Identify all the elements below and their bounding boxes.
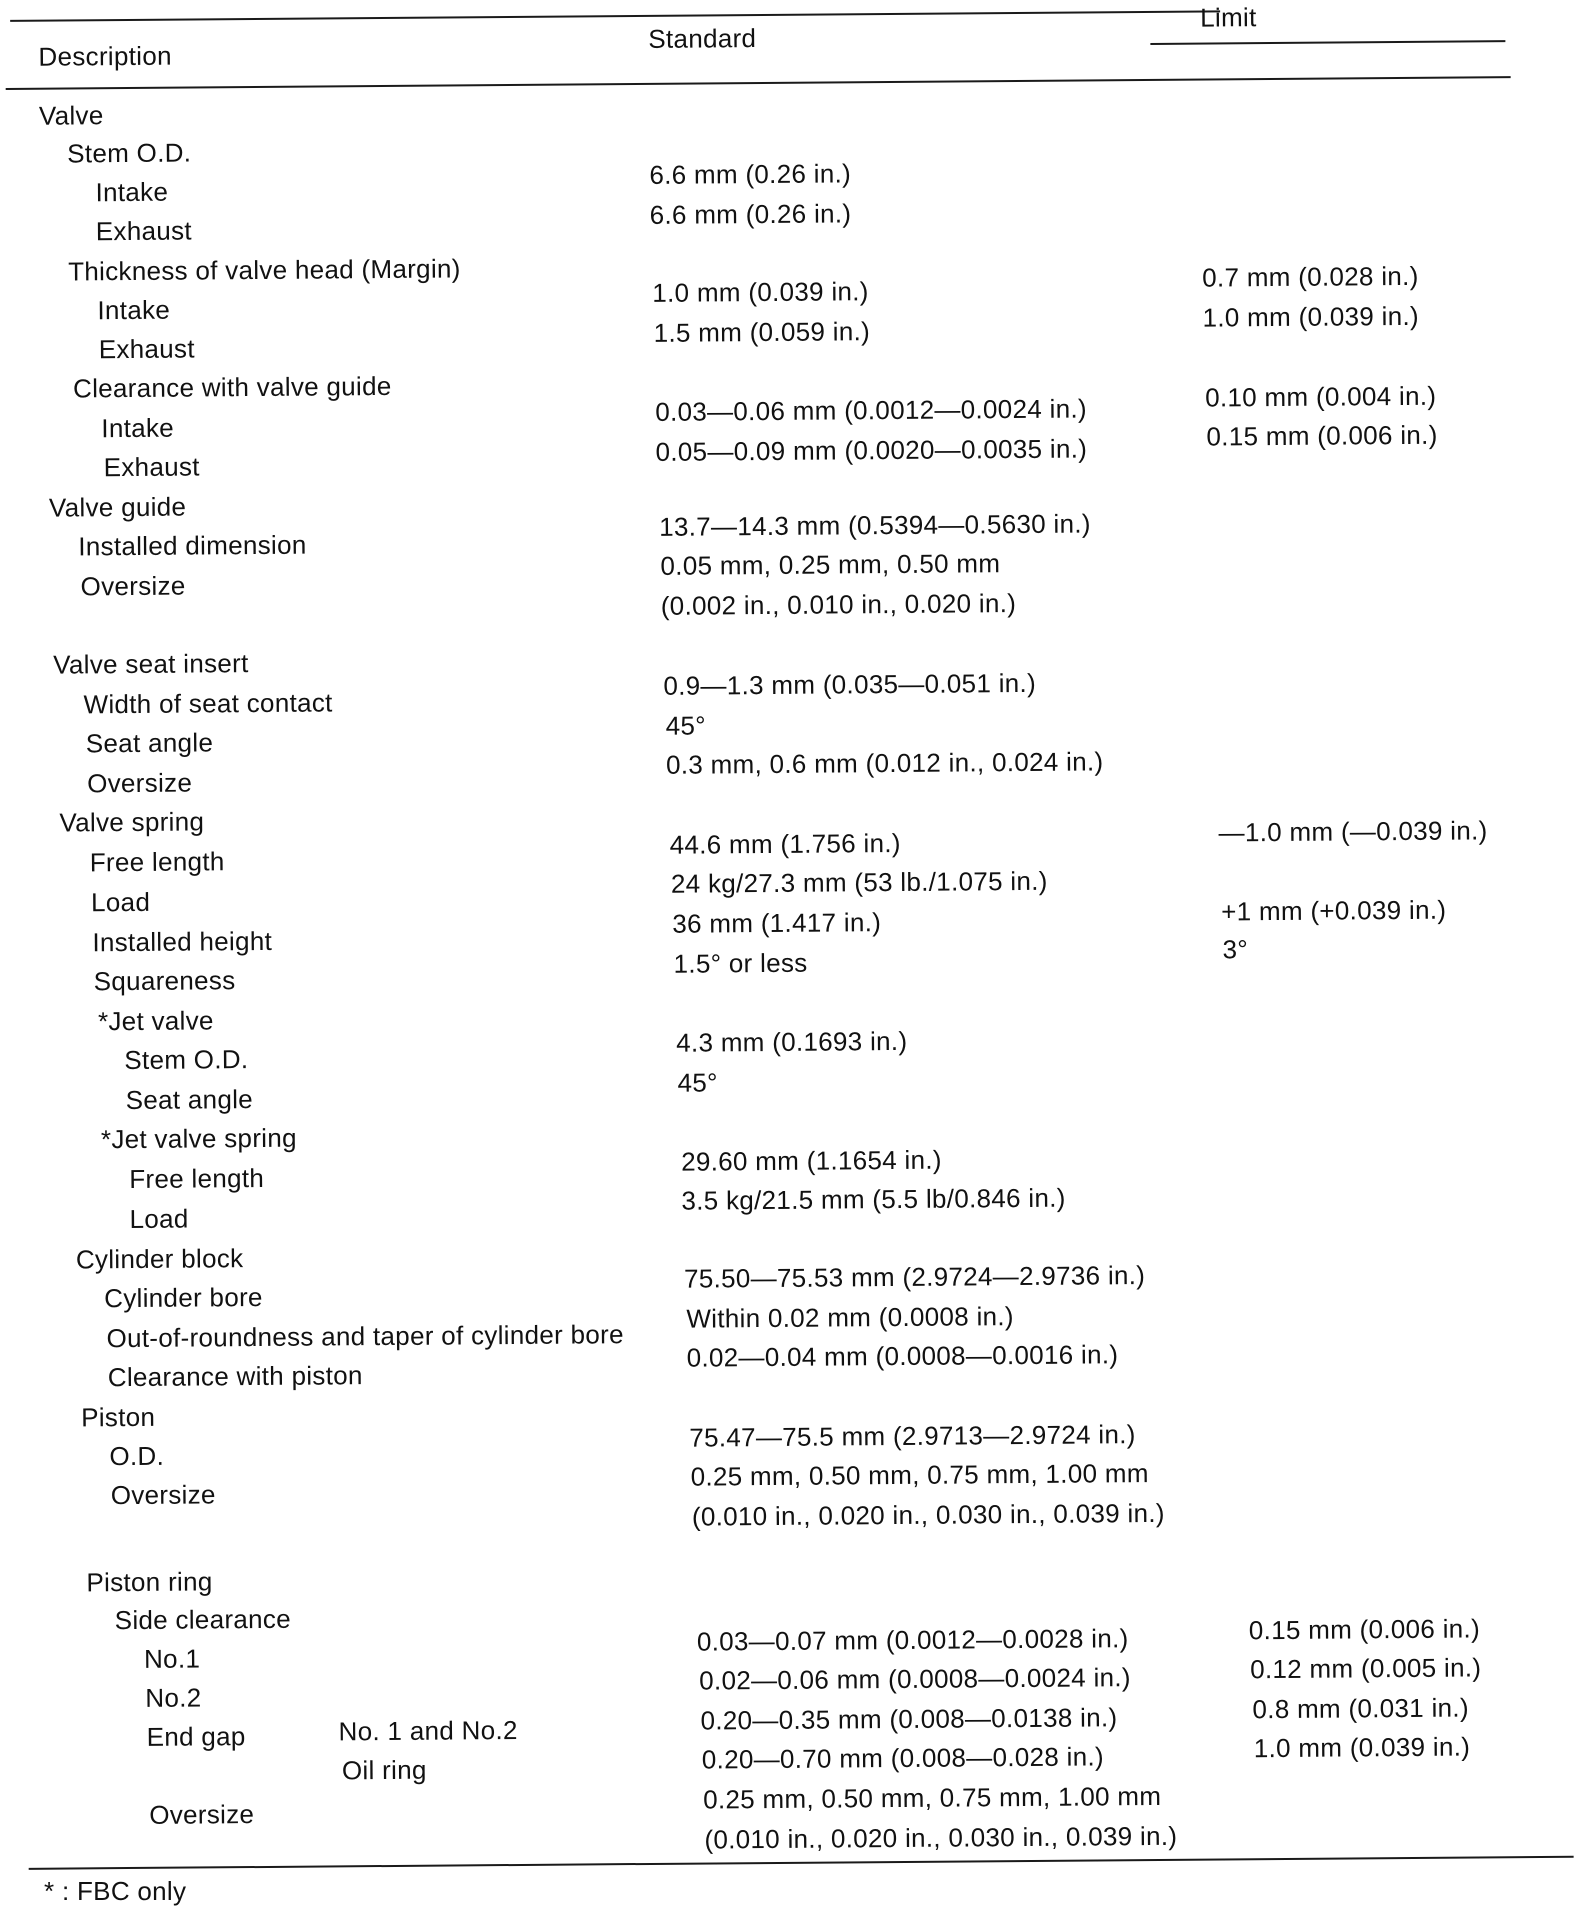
spec-standard: 6.6 mm (0.26 in.) [649,198,852,230]
spec-label: Piston [81,1401,156,1433]
spec-standard: 75.50—75.53 mm (2.9724—2.9736 in.) [683,1260,1146,1294]
spec-label: Intake [101,412,175,444]
header-limit: Limit [1200,2,1257,33]
spec-standard: 0.03—0.07 mm (0.0012—0.0028 in.) [696,1623,1129,1657]
spec-label: Installed height [92,925,273,958]
spec-standard: 1.0 mm (0.039 in.) [652,276,869,308]
header-standard: Standard [648,23,757,54]
spec-label: Thickness of valve head (Margin) [68,253,461,287]
header-description: Description [38,40,172,72]
spec-label: End gap [146,1721,246,1752]
spec-sublabel: Oil ring [341,1754,427,1786]
spec-standard: 0.05—0.09 mm (0.0020—0.0035 in.) [655,433,1088,467]
spec-standard: (0.010 in., 0.020 in., 0.030 in., 0.039 in.) [704,1820,1178,1855]
spec-standard: 0.25 mm, 0.50 mm, 0.75 mm, 1.00 mm [690,1458,1149,1492]
spec-label: Load [90,886,151,918]
spec-label: Width of seat contact [83,687,333,720]
spec-label: Clearance with piston [107,1360,363,1393]
spec-label: Cylinder block [75,1243,244,1275]
spec-label: Valve guide [48,491,187,523]
spec-label: Out-of-roundness and taper of cylinder bore [106,1319,624,1354]
spec-label: Exhaust [103,451,200,483]
spec-standard: 13.7—14.3 mm (0.5394—0.5630 in.) [659,508,1091,542]
spec-label: Cylinder bore [104,1281,263,1314]
spec-standard: 0.3 mm, 0.6 mm (0.012 in., 0.024 in.) [665,746,1104,780]
spec-standard: 0.9—1.3 mm (0.035—0.051 in.) [663,667,1037,701]
spec-standard: (0.010 in., 0.020 in., 0.030 in., 0.039 in.) [691,1497,1165,1532]
spec-label: Squareness [93,965,236,997]
spec-standard: 44.6 mm (1.756 in.) [669,827,901,860]
spec-standard: 4.3 mm (0.1693 in.) [676,1025,908,1058]
spec-label: Exhaust [95,215,192,247]
spec-label: Intake [97,294,171,326]
spec-standard: 29.60 mm (1.1654 in.) [681,1144,942,1177]
spec-label: No.1 [143,1643,201,1674]
spec-limit: 0.15 mm (0.006 in.) [1248,1613,1481,1646]
spec-standard: 75.47—75.5 mm (2.9713—2.9724 in.) [689,1419,1136,1453]
spec-label: Exhaust [98,333,195,365]
spec-limit: 0.15 mm (0.006 in.) [1206,419,1438,452]
spec-label: Stem O.D. [67,137,192,169]
spec-limit: 0.10 mm (0.004 in.) [1205,380,1437,413]
spec-label: Oversize [110,1479,216,1511]
spec-standard: 1.5° or less [673,947,808,979]
spec-label: Clearance with valve guide [72,370,392,404]
spec-limit: —1.0 mm (—0.039 in.) [1218,815,1488,848]
bottom-rule [29,1856,1574,1870]
spec-standard: 24 kg/27.3 mm (53 lb./1.075 in.) [670,865,1048,899]
spec-standard: 6.6 mm (0.26 in.) [649,158,852,190]
spec-label: Valve spring [59,806,205,838]
top-rule [10,10,1220,22]
spec-limit: 1.0 mm (0.039 in.) [1202,300,1420,333]
spec-label: Seat angle [85,727,214,759]
spec-label: Load [129,1203,189,1235]
spec-label: Oversize [87,767,193,799]
spec-standard: 36 mm (1.417 in.) [672,907,882,939]
spec-label: Oversize [80,570,186,602]
spec-standard: 0.03—0.06 mm (0.0012—0.0024 in.) [655,393,1087,427]
spec-standard: 0.25 mm, 0.50 mm, 0.75 mm, 1.00 mm [703,1780,1162,1815]
spec-label: Valve seat insert [53,648,249,680]
spec-label: *Jet valve spring [100,1122,297,1155]
spec-label: Free length [129,1162,265,1195]
spec-standard: 1.5 mm (0.059 in.) [653,316,871,348]
spec-label: Free length [89,846,225,878]
spec-label: Intake [95,176,169,208]
spec-label: No.2 [145,1682,202,1713]
spec-label: Side clearance [114,1603,292,1636]
spec-label: Oversize [149,1799,255,1830]
footnote: * : FBC only [44,1876,187,1906]
spec-standard: (0.002 in., 0.010 in., 0.020 in.) [660,588,1017,621]
spec-label: O.D. [109,1440,165,1472]
spec-label: Piston ring [86,1566,213,1598]
spec-standard: 45° [665,710,707,741]
spec-limit: 0.8 mm (0.031 in.) [1252,1692,1469,1725]
spec-label: *Jet valve [97,1005,214,1037]
header-rule [6,76,1511,90]
spec-standard: 0.05 mm, 0.25 mm, 0.50 mm [660,548,1001,581]
spec-label: Stem O.D. [124,1044,249,1076]
spec-standard: 0.20—0.35 mm (0.008—0.0138 in.) [700,1702,1118,1736]
header-rule-right [1150,40,1505,45]
spec-standard: 0.20—0.70 mm (0.008—0.028 in.) [701,1741,1105,1775]
spec-sublabel: No. 1 and No.2 [338,1714,518,1747]
spec-standard: Within 0.02 mm (0.0008 in.) [686,1301,1014,1334]
spec-limit: +1 mm (+0.039 in.) [1221,894,1447,927]
spec-limit: 3° [1222,934,1249,965]
spec-limit: 1.0 mm (0.039 in.) [1253,1731,1471,1764]
spec-standard: 0.02—0.06 mm (0.0008—0.0024 in.) [699,1662,1131,1696]
spec-label: Installed dimension [78,529,307,562]
spec-limit: 0.12 mm (0.005 in.) [1250,1652,1482,1685]
spec-standard: 45° [677,1067,718,1098]
spec-standard: 0.02—0.04 mm (0.0008—0.0016 in.) [686,1339,1119,1373]
spec-standard: 3.5 kg/21.5 mm (5.5 lb/0.846 in.) [681,1182,1066,1216]
spec-label: Valve [38,100,104,131]
spec-limit: 0.7 mm (0.028 in.) [1202,260,1419,293]
spec-label: Seat angle [125,1084,254,1116]
